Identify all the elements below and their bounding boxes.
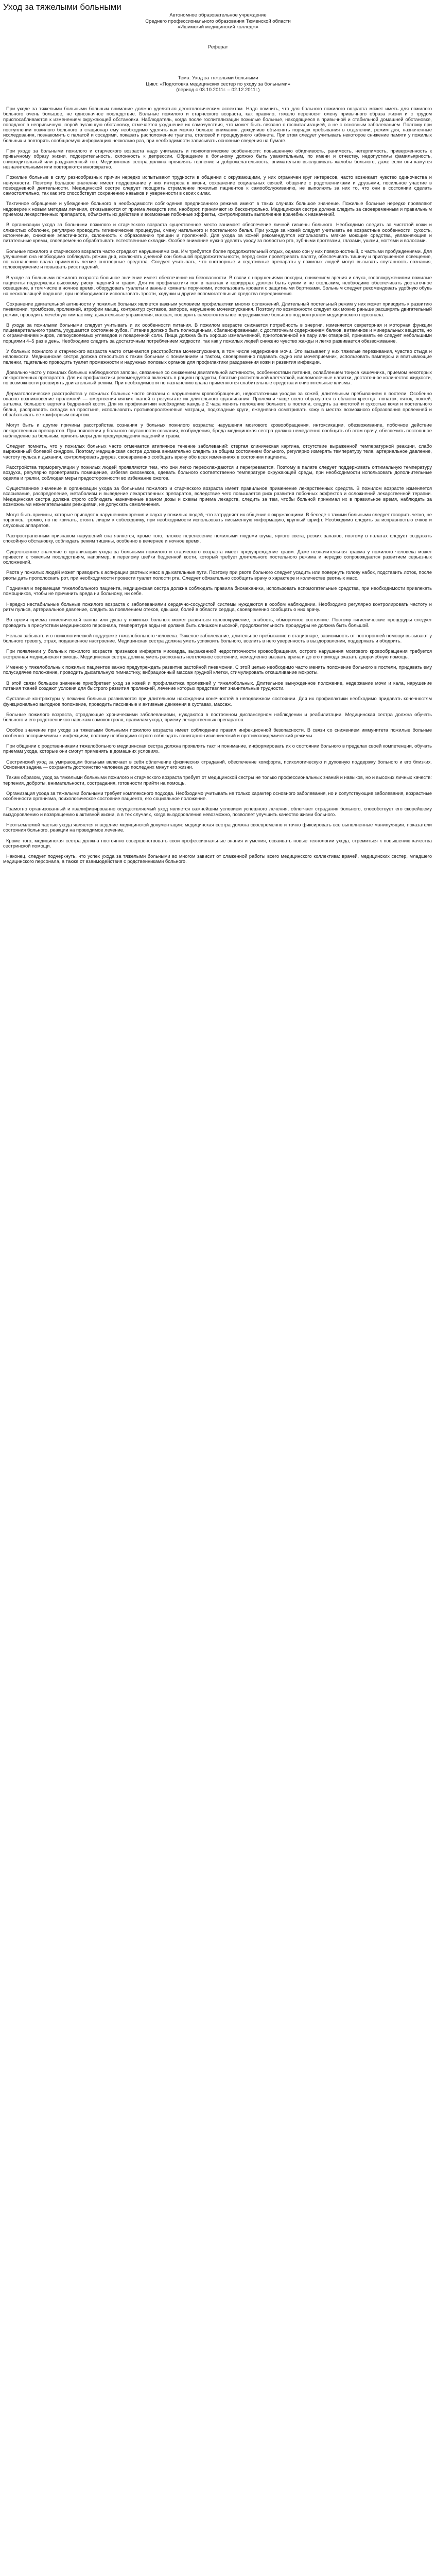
body-paragraph: Суставные контрактуры у лежачих больных развиваются при длительном нахождении конечностей в неподвижном состоянии. Для их профилактики необходимо придавать конечностям функционально выгодное положение, проводить пассивные и активные движения в суставах, массаж. — [3, 696, 432, 707]
body-paragraph: Сохранение двигательной активности у пожилых больных является важным условием профилактики многих осложнений. Длительный постельный режим у них может приводить к развитию пневмонии, тромбозов, пролежней, атрофии мышц, контрактур суставов, запоров, нарушению мочеиспускания. Поэтому по возможности следует как можно раньше расширять двигательный режим, проводить лечебную гимнастику, дыхательные упражнения, массаж, поощрять самостоятельное передвижение больного под контролем медицинского персонала. — [3, 301, 432, 317]
body-paragraph: Пожилые больные в силу разнообразных причин нередко испытывают трудности в общении с окружающими, у них ограничен круг интересов, часто возникает чувство одиночества и ненужности. Поэтому большое значение имеет поддержание у них интереса к жизни, сохранение социальных связей, общение с родственниками и друзьями, посильное участие в повседневной деятельности. Медицинской сестре следует поощрять стремление пожилых пациентов к самообслуживанию, не выполнять за них то, что они в состоянии сделать самостоятельно, так как это способствует сохранению навыков и уверенности в своих силах. — [3, 175, 432, 196]
body-paragraph: В уходе за пожилыми больными следует учитывать и их особенности питания. В пожилом возрасте снижается потребность в энергии, изменяется секреторная и моторная функции пищеварительного тракта, ухудшается состояние зубов. Питание должно быть полноценным, сбалансированным, с достаточным содержанием белков, витаминов и минеральных веществ, но с ограничением жиров, легкоусвояемых углеводов и поваренной соли. Пища должна быть хорошо измельченной, приготовленной на пару или отварной, принимать ее следует небольшими порциями 4–5 раз в день. Необходимо следить за достаточным потреблением жидкости, так как у пожилых людей снижено чувство жажды и легко развивается обезвоживание. — [3, 322, 432, 344]
body-paragraph: При уходе за больными пожилого и старческого возраста надо учитывать и психологические особенности: повышенную обидчивость, ранимость, нетерпимость, приверженность к привычному образу жизни, подозрительность, склонность к депрессии. Обращение к больному должно быть уважительным, по имени и отчеству, недопустимы фамильярность, снисходительный или раздраженный тон. Медицинская сестра должна проявлять терпение и доброжелательность, внимательно выслушивать жалобы больного, даже если они кажутся незначительными или повторяются многократно. — [3, 148, 432, 170]
body-paragraph: Тактичное обращение и убеждение больного в необходимости соблюдения предписанного режима имеют в таких случаях большое значение. Пожилые больные нередко проявляют недоверие к новым методам лечения, отказываются от приема лекарств или, наоборот, принимают их бесконтрольно. Медицинская сестра должна следить за своевременным и правильным приемом лекарственных препаратов, объяснять их действие и возможные побочные эффекты, контролировать выполнение врачебных назначений. — [3, 201, 432, 217]
body-paragraph: Могут быть и другие причины расстройства сознания у больных пожилого возраста: нарушения мозгового кровообращения, интоксикации, обезвоживание, побочное действие лекарственных препаратов. При появлении у больного спутанности сознания, возбуждения, бреда медицинская сестра должна немедленно сообщить об этом врачу, обеспечить постоянное наблюдение за больным, принять меры для предупреждения падений и травм. — [3, 422, 432, 438]
institution-line: Автономное образовательное учреждение — [169, 12, 267, 18]
body-paragraph: Существенное значение в организации ухода за больными пожилого и старческого возраста имеет предупреждение травм. Даже незначительная травма у пожилого человека может привести к тяжелым последствиям, например, к перелому шейки бедренной кости, который требует длительного постельного режима и нередко сопровождается развитием серьезных осложнений. — [3, 549, 432, 565]
body-paragraph: В уходе за больными пожилого возраста большое значение имеет обеспечение их безопасности. В связи с нарушениями походки, снижением зрения и слуха, головокружениями пожилые пациенты подвержены высокому риску падений и травм. Для их профилактики пол в палатах и коридорах должен быть сухим и не скользким, необходимо обеспечивать достаточное освещение, в том числе в ночное время, оборудовать туалеты и ванные комнаты поручнями, использовать кровати с защитными бортиками. Больным следует рекомендовать удобную обувь на нескользящей подошве, при необходимости использовать трости, ходунки и другие вспомогательные средства передвижения. — [3, 275, 432, 296]
body-paragraph: Больные пожилого и старческого возраста часто страдают нарушениями сна. Им требуется более продолжительный отдых, однако сон у них поверхностный, с частыми пробуждениями. Для улучшения сна необходимо соблюдать режим дня, исключать дневной сон большой продолжительности, перед сном проветривать палату, обеспечивать тишину и приглушенное освещение, по назначению врача применять легкие снотворные средства. Следует учитывать, что снотворные и седативные препараты у пожилых людей могут вызывать спутанность сознания, головокружение и повышать риск падений. — [3, 248, 432, 270]
body-paragraph: При уходе за тяжелыми больными больным внимание должно уделяться деонтологическим аспектам. Надо помнить, что для больного пожилого возраста может иметь для пожилого больного очень большое, не однозначное последствие. Больные пожилого и старческого возраста, как правило, тяжело переносят смену привычного образа жизни и с трудом приспосабливаются к изменениям окружающей обстановки. Наблюдатель, когда после госпитализации пожилые больные, находящиеся в привычной и стабильной домашней обстановке, попадают в непривычную, порой пугающую обстановку, отмечается ухудшение их самочувствия, что может быть связано с госпитализацией, а не с основным заболеванием. Поэтому при поступлении пожилого больного в стационар ему необходимо уделять как можно больше внимания, доходчиво объяснять порядок пребывания в отделении, режим дня, назначенные исследования, познакомить с палатой и соседями, показать расположение туалета, столовой и процедурного кабинета. При этом следует учитывать некоторое снижение памяти у пожилых больных и повторять сообщаемую информацию несколько раз, при необходимости записывать основные сведения на бумаге. — [3, 106, 432, 143]
body-paragraph: Наконец, следует подчеркнуть, что успех ухода за тяжелыми больными во многом зависит от слаженной работы всего медицинского коллектива: врачей, медицинских сестер, младшего медицинского персонала, а также от взаимодействия с родственниками больного. — [3, 854, 432, 865]
institution-header — [0, 12, 436, 30]
topic-block — [0, 75, 436, 93]
body-paragraph: Именно у тяжелобольных пожилых пациентов важно предупреждать развитие застойной пневмонии. С этой целью необходимо часто менять положение больного в постели, придавать ему полусидячее положение, проводить дыхательную гимнастику, вибрационный массаж грудной клетки, стимулировать откашливание мокроты. — [3, 665, 432, 675]
body-paragraph: Поднимая и перемещая тяжелобольного пациента, медицинская сестра должна соблюдать правила биомеханики, использовать вспомогательные средства, при необходимости привлекать помощников, чтобы не причинить вреда ни больному, ни себе. — [3, 586, 432, 597]
body-paragraph: Сестринский уход за умирающим больным включает в себя облегчение физических страданий, обеспечение комфорта, психологическую и духовную поддержку больного и его близких. Основная задача — сохранить достоинство человека до последних минут его жизни. — [3, 759, 432, 770]
body-paragraph: Во время приема гигиенической ванны или душа у пожилых больных может развиться головокружение, слабость, обморочное состояние. Поэтому гигиенические процедуры следует проводить в присутствии медицинского персонала, температура воды не должна быть слишком высокой, продолжительность процедуры не должна быть большой. — [3, 617, 432, 628]
institution-line: Среднего профессионального образования Тюменской области — [145, 18, 291, 24]
topic-line: Тема: Уход за тяжелыми больными — [178, 75, 258, 81]
body-paragraph: Особое значение при уходе за тяжелыми больными пожилого возраста имеет соблюдение правил инфекционной безопасности. В связи со снижением иммунитета пожилые больные особенно восприимчивы к инфекциям, поэтому необходимо строго соблюдать санитарно-гигиенический и противоэпидемический режимы. — [3, 727, 432, 738]
topic-line: Цикл: «Подготовка медицинских сестер по уходу за больными» — [146, 81, 290, 87]
body-paragraph: Дерматологические расстройства у пожилых больных часто связаны с нарушением кровообращения, недостаточным уходом за кожей, длительным пребыванием в постели. Особенно опасно возникновение пролежней — омертвения мягких тканей в результате их длительного сдавливания. Пролежни чаще всего образуются в области крестца, лопаток, пяток, локтей, затылка, большого вертела бедренной кости. Для их профилактики необходимо каждые 2 часа менять положение больного в постели, следить за чистотой и сухостью кожи и постельного белья, расправлять складки на простыне, использовать противопролежневые матрацы, подкладные круги, ежедневно осматривать кожу в местах возможного образования пролежней и обрабатывать ее камфорным спиртом. — [3, 391, 432, 417]
body-paragraph: При появлении у больных пожилого возраста признаков инфаркта миокарда, выраженной недостаточности кровообращения, острого нарушения мозгового кровообращения требуется экстренная медицинская помощь. Медицинская сестра должна уметь распознать неотложное состояние, немедленно вызвать врача и до его прихода оказать доврачебную помощь. — [3, 649, 432, 659]
body-paragraph: Кроме того, медицинская сестра должна постоянно совершенствовать свои профессиональные знания и умения, осваивать новые технологии ухода, стремиться к повышению качества сестринской помощи. — [3, 838, 432, 849]
document-genre: Реферат — [207, 44, 228, 50]
body-paragraph: Таким образом, уход за тяжелыми больными пожилого и старческого возраста требует от медицинской сестры не только профессиональных знаний и навыков, но и высоких личных качеств: терпения, доброты, внимательности, сострадания, готовности прийти на помощь. — [3, 775, 432, 786]
body-paragraph: Расстройства терморегуляции у пожилых людей проявляются тем, что они легко переохлаждаются и перегреваются. Поэтому в палате следует поддерживать оптимальную температуру воздуха, регулярно проветривать помещение, избегая сквозняков, одевать больного соответственно температуре окружающей среды, при необходимости использовать дополнительные одеяла и грелки, соблюдая меры предосторожности во избежание ожогов. — [3, 465, 432, 481]
body-paragraph: В этой связи большое значение приобретает уход за кожей и профилактика пролежней у тяжелобольных. Длительное вынужденное положение, недержание мочи и кала, нарушение питания тканей создают условия для быстрого развития пролежней, лечение которых представляет значительные трудности. — [3, 680, 432, 691]
body-paragraph: Нередко нестабильные больные пожилого возраста с заболеваниями сердечно-сосудистой системы нуждаются в особом наблюдении. Необходимо регулярно контролировать частоту и ритм пульса, артериальное давление, следить за появлением отеков, одышки, болей в области сердца, своевременно сообщать о них врачу. — [3, 601, 432, 612]
document-body — [3, 106, 432, 870]
body-paragraph: Грамотно организованный и квалифицированно осуществляемый уход является важнейшим условием успешного лечения, облегчает страдания больного, способствует его скорейшему выздоровлению и возвращению к активной жизни, а в тех случаях, когда выздоровление невозможно, позволяет улучшить качество жизни больного. — [3, 806, 432, 817]
institution-line: «Ишимский медицинский колледж» — [177, 24, 259, 30]
body-paragraph: Организация ухода за тяжелыми больными требует комплексного подхода. Необходимо учитывать не только характер основного заболевания, но и сопутствующие заболевания, возрастные особенности организма, психологическое состояние пациента, его социальное положение. — [3, 790, 432, 802]
document-title: Уход за тяжелыми больными — [3, 2, 121, 12]
topic-line: (период с 03.10.2011г. – 02.12.2011г.) — [176, 87, 260, 93]
body-paragraph: При общении с родственниками тяжелобольного медицинская сестра должна проявлять такт и понимание, информировать их о состоянии больного в пределах своей компетенции, обучать приемам ухода, которые они смогут применять в домашних условиях. — [3, 743, 432, 754]
body-paragraph: Довольно часто у пожилых больных наблюдаются запоры, связанные со снижением двигательной активности, особенностями питания, ослаблением тонуса кишечника, приемом некоторых лекарственных препаратов. Для их профилактики рекомендуется включать в рацион продукты, богатые растительной клетчаткой, кисломолочные напитки, достаточное количество жидкости, по возможности расширять двигательный режим. При необходимости по назначению врача применяются слабительные средства и очистительные клизмы. — [3, 369, 432, 386]
body-paragraph: Следует помнить, что у пожилых больных часто отмечается атипичное течение заболеваний: стертая клиническая картина, отсутствие выраженной температурной реакции, слабо выраженный болевой синдром. Поэтому медицинская сестра должна внимательно следить за общим состоянием больного, регулярно измерять температуру тела, артериальное давление, частоту пульса и дыхания, контролировать диурез, своевременно сообщать врачу обо всех изменениях в состоянии пациента. — [3, 444, 432, 460]
body-paragraph: В организации ухода за больными пожилого и старческого возраста существенное место занимает обеспечение личной гигиены больного. Необходимо следить за чистотой кожи и слизистых оболочек, регулярно проводить гигиенические процедуры, смену нательного и постельного белья. При уходе за кожей следует учитывать ее возрастные особенности: сухость, истончение, снижение эластичности, склонность к образованию трещин и пролежней. Для ухода за кожей рекомендуется использовать мягкие моющие средства, увлажняющие и питательные кремы, своевременно обрабатывать естественные складки. Особое внимание нужно уделять уходу за полостью рта, зубными протезами, глазами, ушами, ногтями и волосами. — [3, 222, 432, 244]
body-paragraph: Неотъемлемой частью ухода является и ведение медицинской документации: медицинская сестра должна своевременно и точно фиксировать все выполненные манипуляции, показатели состояния больного, реакции на проводимое лечение. — [3, 822, 432, 833]
body-paragraph: У больных пожилого и старческого возраста часто отмечаются расстройства мочеиспускания, в том числе недержание мочи. Это вызывает у них тяжелые переживания, чувство стыда и неловкости. Медицинская сестра должна относиться к таким больным с пониманием и тактом, своевременно подавать судно или мочеприемник, использовать памперсы и впитывающие пеленки, тщательно проводить туалет промежности и наружных половых органов для профилактики раздражения кожи и развития инфекции. — [3, 348, 432, 365]
body-paragraph: Рвота у пожилых людей может приводить к аспирации рвотных масс в дыхательные пути. Поэтому при рвоте больного следует усадить или повернуть голову набок, подставить лоток, после рвоты дать прополоскать рот, при необходимости провести туалет полости рта. Следует обязательно сообщить врачу о характере и количестве рвотных масс. — [3, 570, 432, 581]
body-paragraph: Могут быть причины, которые приводят к нарушениям зрения и слуха у пожилых людей, что затрудняет их общение с окружающими. В беседе с такими больными следует говорить четко, не торопясь, громко, но не кричать, стоять лицом к собеседнику, при необходимости использовать письменную информацию, крупный шрифт. Необходимо следить за исправностью очков и слуховых аппаратов. — [3, 512, 432, 528]
body-paragraph: Существенное значение в организации ухода за больными пожилого и старческого возраста имеет правильное применение лекарственных средств. В пожилом возрасте изменяется всасывание, распределение, метаболизм и выведение лекарственных препаратов, вследствие чего повышается риск развития побочных эффектов и осложнений лекарственной терапии. Медицинская сестра должна строго соблюдать назначенные врачом дозы и схемы приема лекарств, следить за тем, чтобы больной принимал их в правильное время, наблюдать за возможными нежелательными реакциями, не допускать самолечения. — [3, 485, 432, 507]
body-paragraph: Распространенным признаком нарушений сна является, кроме того, плохое перенесение пожилыми людьми шума, яркого света, резких запахов, поэтому в палатах следует создавать спокойную обстановку, соблюдать режим тишины, особенно в вечернее и ночное время. — [3, 533, 432, 544]
body-paragraph: Больные пожилого возраста, страдающие хроническими заболеваниями, нуждаются в постоянном диспансерном наблюдении и реабилитации. Медицинская сестра должна обучать больного и его родственников навыкам самоконтроля, правилам ухода, приему лекарственных препаратов. — [3, 711, 432, 723]
body-paragraph: Нельзя забывать и о психологической поддержке тяжелобольного человека. Тяжелое заболевание, длительное пребывание в стационаре, зависимость от посторонней помощи вызывают у больного тревогу, страх, подавленное настроение. Медицинская сестра должна уметь успокоить больного, вселить в него уверенность в выздоровлении, поддержать и ободрить. — [3, 633, 432, 644]
